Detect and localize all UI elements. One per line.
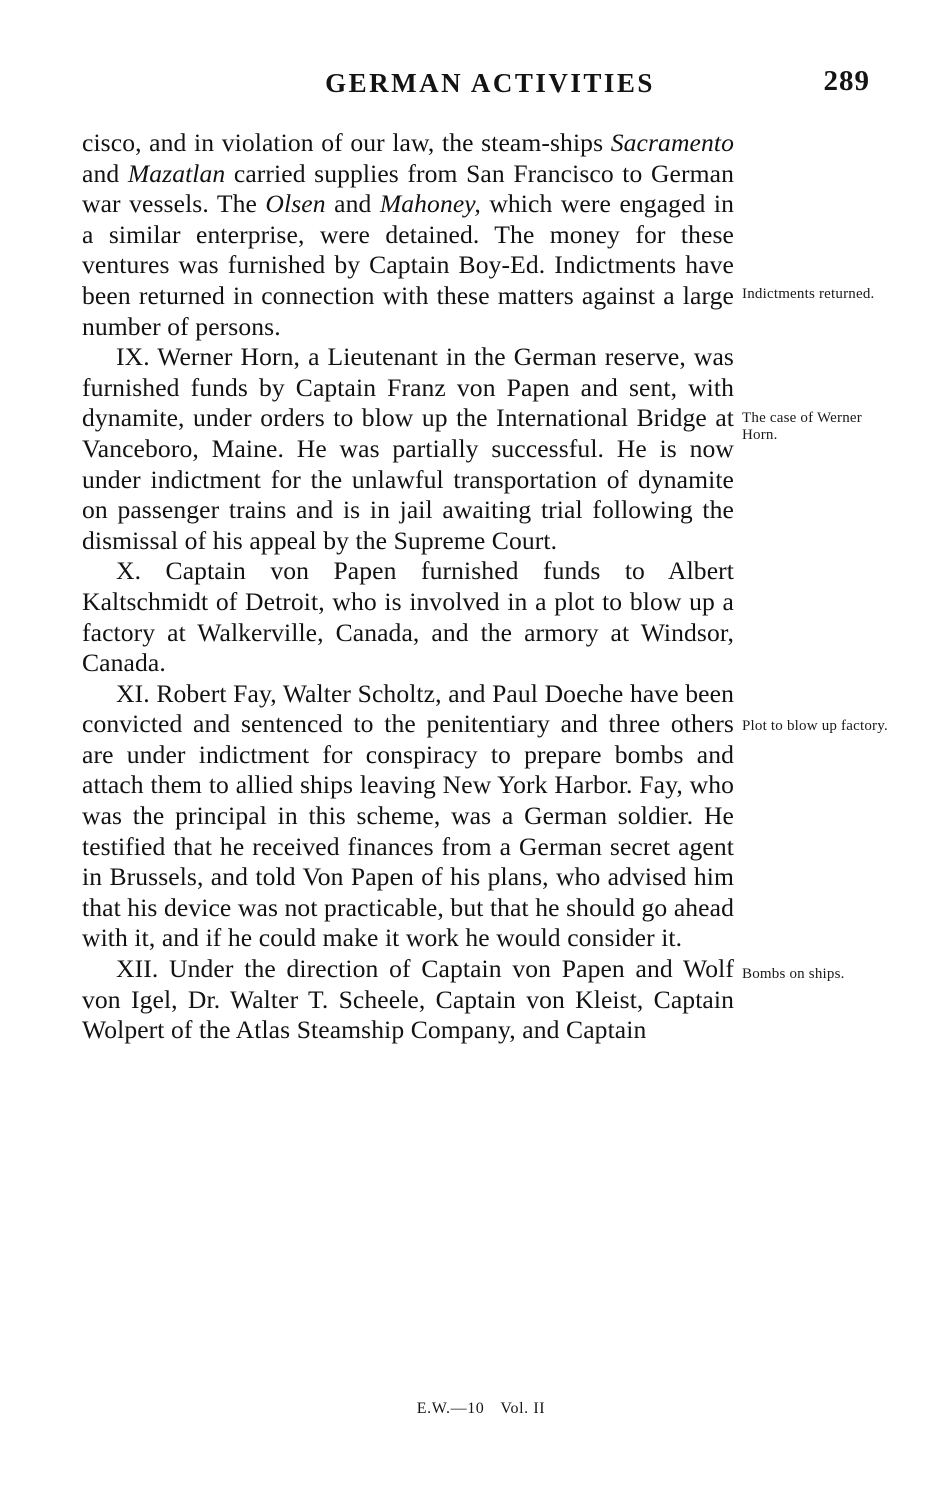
paragraph-continued xyxy=(82,128,734,342)
italic-run: Mazatlan xyxy=(127,158,226,188)
paragraph-xii xyxy=(82,954,734,1046)
paragraph-ix xyxy=(82,342,734,556)
text-run: IX. Werner Horn, a Lieutenant in the German reserve, was furnished funds by Captain Franz von Papen and sent, with dynamite, under orders to blow up the International Bridge at Vanceboro, Maine. He was partially successful. He is now under indictment for the unlawful transportation of dynamite on passenger trains and is in jail awaiting trial following the dismissal of his appeal by the Supreme Court. xyxy=(82,342,734,555)
sidenote-case-of-werner-horn: The case of Werner Horn. xyxy=(742,410,862,443)
text-run: XI. Robert Fay, Walter Scholtz, and Paul Doeche have been convicted and sentenced to the penitentiary and three others are under indictment for conspiracy to prepare bombs and attach them to allied ships leaving New York Harbor. Fay, who was the principal in this scheme, was a German soldier. He testified that he received finances from a German secret agent in Brussels, and told Von Papen of his plans, who advised him that his device was not practicable, but that he should go ahead with it, and if he could make it work he would consider it. xyxy=(82,678,734,953)
italic-run: Sacramento xyxy=(610,128,734,157)
text-run: carried supplies from San Francisco to German war vessels. The xyxy=(82,158,734,219)
body-text-column xyxy=(82,128,734,1046)
running-head xyxy=(80,65,870,108)
text-run: cisco, and in violation of our law, the steam-ships xyxy=(82,128,611,157)
sidenote-bombs-on-ships: Bombs on ships. xyxy=(742,966,845,982)
paragraph-x xyxy=(82,556,734,678)
volume-label: Vol. II xyxy=(500,1400,546,1417)
italic-run: Olsen xyxy=(265,189,326,219)
sidenote-indictments-returned: Indictments returned. xyxy=(742,286,875,302)
paragraph-xi xyxy=(82,679,734,954)
text-run: X. Captain von Papen furnished funds to Albert Kaltschmidt of Detroit, who is involved in a plot to blow up a factory at Walkerville, Canada, and the armory at Windsor, Canada. xyxy=(82,556,734,678)
italic-run: Mahoney, xyxy=(379,189,481,219)
text-run: and xyxy=(325,189,380,219)
text-run: which were engaged in a similar enterprise, were detained. The money for these ventures was furnished by Captain Boy-Ed. Indictments have been returned in connection with these matters against a large number of persons. xyxy=(82,189,734,341)
text-run: and xyxy=(82,158,128,188)
signature-mark: E.W.—10 xyxy=(416,1400,485,1417)
page-title: GERMAN ACTIVITIES xyxy=(325,68,655,98)
text-run: XII. Under the direction of Captain von Papen and Wolf von Igel, Dr. Walter T. Scheele, Captain von Kleist, Captain Wolpert of the Atlas Steamship Company, and Captain xyxy=(82,954,734,1045)
page-number: 289 xyxy=(823,65,870,97)
page-footer xyxy=(0,1400,950,1418)
sidenote-plot-to-blow-up-factory: Plot to blow up factory. xyxy=(742,718,888,734)
